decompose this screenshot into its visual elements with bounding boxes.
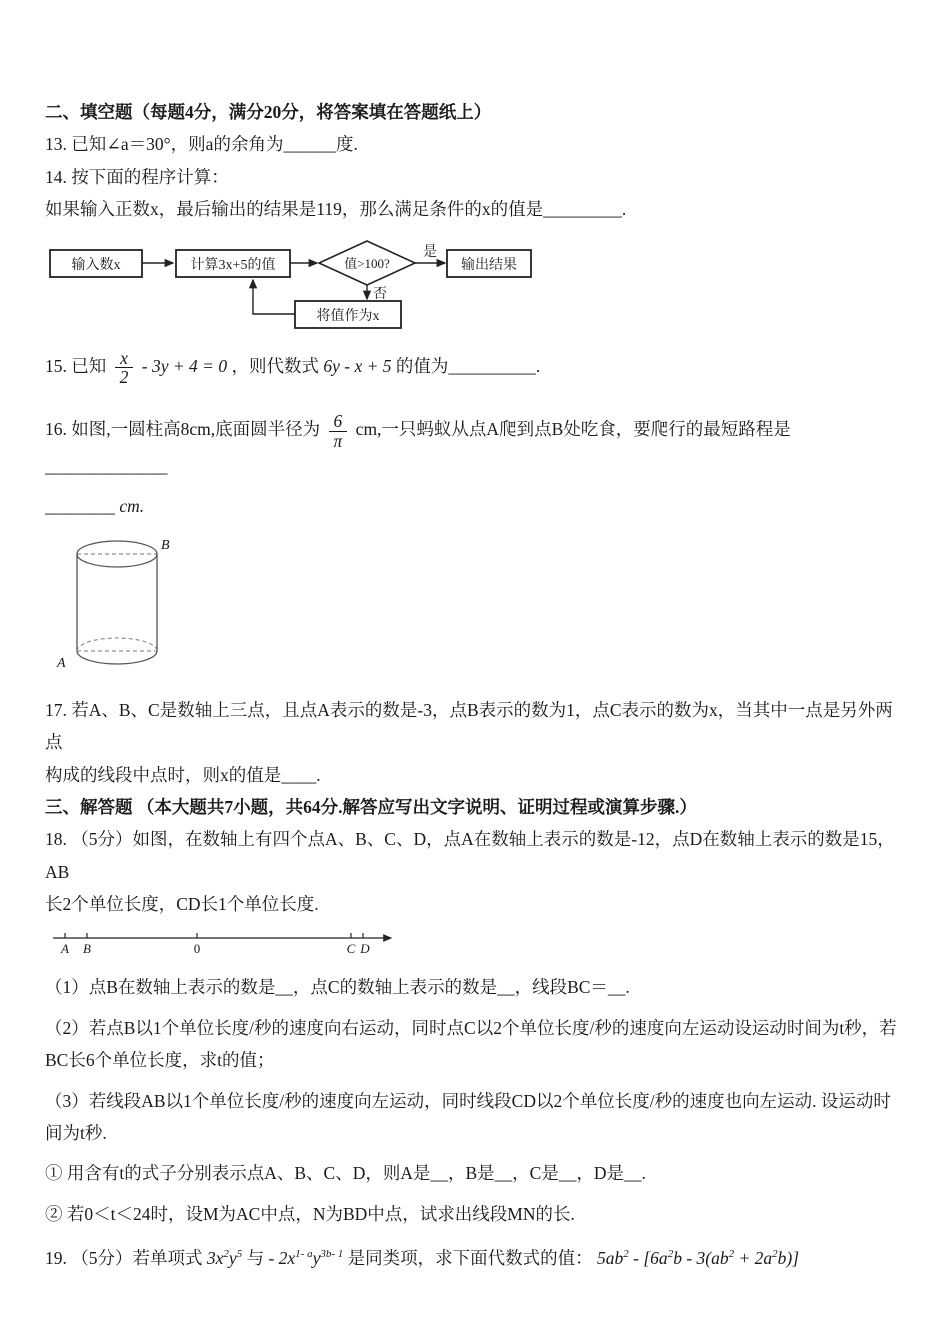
section-3-header: 三、解答题 （本大题共7小题，共64分.解答应写出文字说明、证明过程或演算步骤.） [45, 796, 697, 817]
question-15 [45, 349, 905, 387]
question-16 [45, 412, 905, 482]
cylinder-point-a: A [57, 655, 66, 671]
question-18-line2: 长2个单位长度，CD长1个单位长度. [45, 894, 319, 914]
q16-pre: 16. 如图,一圆柱高8cm,底面圆半径为 [45, 419, 321, 440]
question-16-line2 [45, 490, 905, 522]
flowchart-output-label: 输出结果 [461, 257, 517, 273]
numberline-point-b: B [83, 941, 91, 957]
q19-expression: $5ab^2 - [6a^2b - 3(ab^2 + 2a^2b)]$ [597, 1248, 800, 1268]
flowchart-condition-label: 值>100? [344, 255, 390, 271]
question-18-part1: （1）点B在数轴上表示的数是__，点C的数轴上表示的数是__，线段BC＝__. [45, 977, 630, 998]
flowchart-yes-label: 是 [423, 244, 437, 260]
numberline-point-c: C [346, 941, 356, 957]
numberline-zero: 0 [193, 941, 201, 957]
cylinder-figure [45, 529, 905, 686]
fraction-denominator: π [333, 430, 343, 451]
fraction-6-over-pi [329, 412, 348, 450]
q15-expression: 6y - x + 5 [323, 355, 392, 376]
fraction-denominator: 2 [119, 366, 129, 387]
q15-mid: ，则代数式 [231, 355, 319, 376]
flowchart-svg [45, 232, 537, 332]
q15-rest: 的值为__________. [395, 355, 541, 376]
q19-monomial-1: $3x^2y^5$ [206, 1248, 243, 1268]
question-14-body: 如果输入正数x，最后输出的结果是119，那么满足条件的x的值是_________. [45, 199, 627, 220]
numberline-point-a: A [61, 941, 69, 957]
numberline-point-d: D [360, 941, 370, 957]
question-18-part3-line2: 间为t秒. [45, 1122, 107, 1143]
q19-monomial-2: - $2x^{1- a}y^{3b- 1}$ [268, 1248, 344, 1268]
section-2-header: 二、填空题（每题4分，满分20分，将答案填在答题纸上） [45, 102, 492, 122]
numberline-svg [51, 926, 401, 958]
question-17-line1: 17. 若A、B、C是数轴上三点，且点A表示的数是-3，点B表示的数为1，点C表示的数为x，当其中一点是另外两点 [45, 699, 893, 753]
question-18-part2-line1: （2）若点B以1个单位长度/秒的速度向右运动，同时点C以2个单位长度/秒的速度向左运动设运动时间为t秒，若 [45, 1017, 897, 1038]
q16-rest: cm,一只蚂蚁从点A爬到点B处吃食，要爬行的最短路程是______________ [45, 419, 791, 476]
flowchart-no-label: 否 [373, 286, 387, 302]
question-18-sub2: ② 若0＜t＜24时，设M为AC中点，N为BD中点，试求出线段MN的长. [45, 1203, 575, 1224]
cylinder-svg [45, 529, 195, 681]
question-18-sub1: ① 用含有t的式子分别表示点A、B、C、D，则A是__，B是__，C是__，D是__. [45, 1163, 646, 1184]
flowchart-input-label: 输入数x [71, 257, 121, 273]
question-18-part3-line1: （3）若线段AB以1个单位长度/秒的速度向左运动，同时线段CD以2个单位长度/秒的速度也向左运动. 设运动时 [45, 1090, 891, 1111]
q19-conjunction: 与 [246, 1248, 265, 1268]
q15-pre: 15. 已知 [45, 355, 107, 376]
q15-equation: - 3y + 4 = 0 [141, 355, 228, 376]
question-18-part2-line2: BC长6个单位长度，求t的值； [45, 1050, 275, 1071]
fraction-x-over-2 [115, 349, 134, 387]
q19-pre: 19. （5分）若单项式 [45, 1248, 203, 1268]
q16-blank: ________ [45, 496, 115, 517]
fraction-numerator: 6 [329, 412, 348, 431]
fraction-numerator: x [115, 349, 134, 368]
question-13: 13. 已知∠a＝30°，则a的余角为______度. [45, 134, 358, 155]
q19-mid: 是同类项，求下面代数式的值： [347, 1248, 593, 1268]
flowchart-figure [45, 232, 905, 337]
q16-unit: cm. [115, 496, 145, 517]
question-19 [45, 1242, 905, 1274]
flowchart-compute-label: 计算3x+5的值 [190, 257, 276, 273]
question-17-line2: 构成的线段中点时，则x的值是____. [45, 764, 321, 785]
question-14-intro: 14. 按下面的程序计算： [45, 166, 229, 187]
cylinder-point-b: B [161, 537, 170, 553]
question-18-line1: 18. （5分）如图，在数轴上有四个点A、B、C、D，点A在数轴上表示的数是-12，点D在数轴上表示的数是15，AB [45, 829, 895, 882]
numberline-figure [51, 926, 905, 963]
flowchart-assign-label: 将值作为x [316, 308, 380, 324]
